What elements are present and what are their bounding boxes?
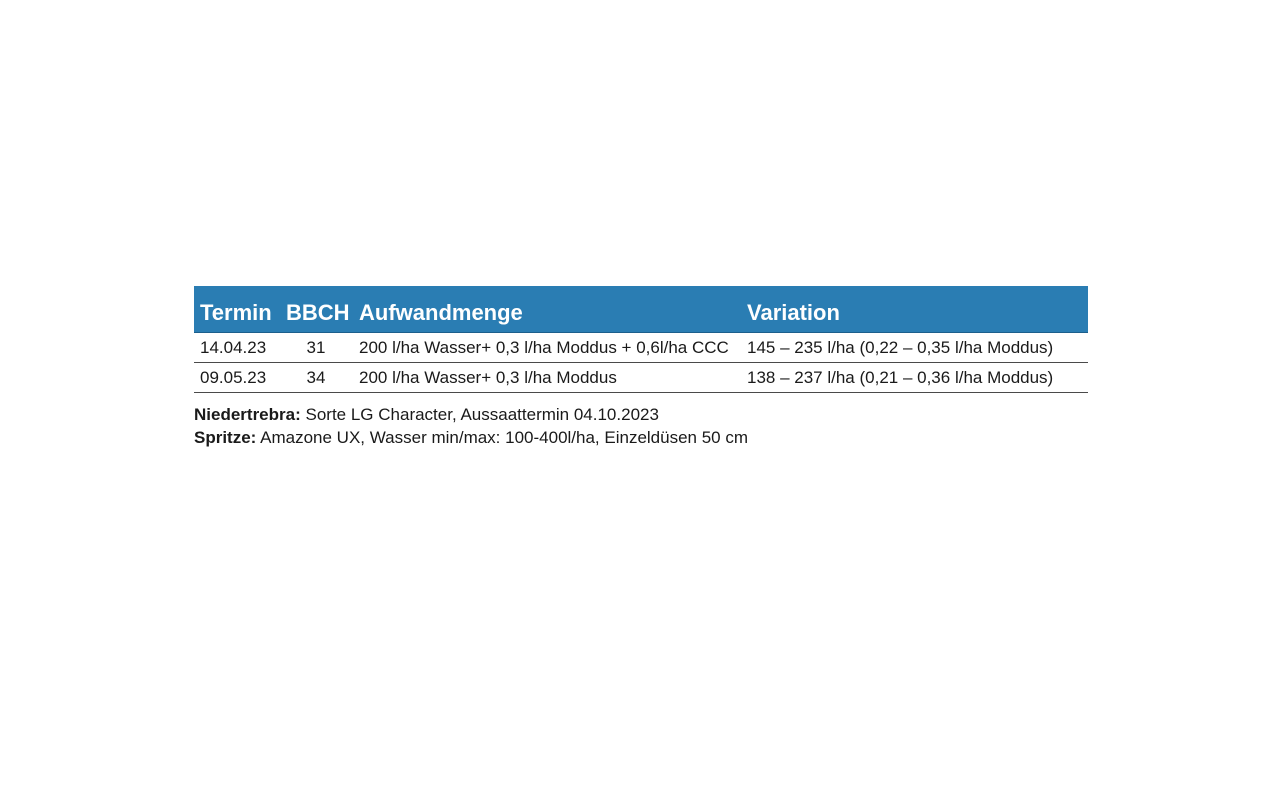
cell-termin: 14.04.23	[200, 338, 267, 357]
table-header-row	[194, 286, 1088, 333]
note-sprayer-text: Amazone UX, Wasser min/max: 100-400l/ha, Einzeldüsen 50 cm	[260, 428, 749, 447]
note-location	[194, 403, 748, 426]
cell-variation: 138 – 237 l/ha (0,21 – 0,36 l/ha Moddus)	[747, 368, 1054, 387]
note-sprayer-label: Spritze:	[194, 428, 257, 447]
table-row	[194, 363, 1088, 393]
note-sprayer	[194, 426, 748, 449]
application-table	[194, 286, 1088, 393]
header-variation: Variation	[747, 300, 840, 325]
header-termin: Termin	[200, 300, 272, 325]
cell-aufwandmenge: 200 l/ha Wasser+ 0,3 l/ha Moddus + 0,6l/ha CCC	[359, 338, 729, 357]
cell-termin: 09.05.23	[200, 368, 267, 387]
table-row	[194, 333, 1088, 363]
header-aufwandmenge: Aufwandmenge	[359, 300, 523, 325]
header-bbch: BBCH	[286, 300, 350, 325]
cell-bbch: 34	[306, 368, 326, 387]
cell-variation: 145 – 235 l/ha (0,22 – 0,35 l/ha Moddus)	[747, 338, 1054, 357]
table-notes	[194, 403, 748, 449]
cell-aufwandmenge: 200 l/ha Wasser+ 0,3 l/ha Moddus	[359, 368, 617, 387]
note-location-text: Sorte LG Character, Aussaattermin 04.10.2023	[305, 405, 659, 424]
cell-bbch: 31	[306, 338, 326, 357]
note-location-label: Niedertrebra:	[194, 405, 301, 424]
